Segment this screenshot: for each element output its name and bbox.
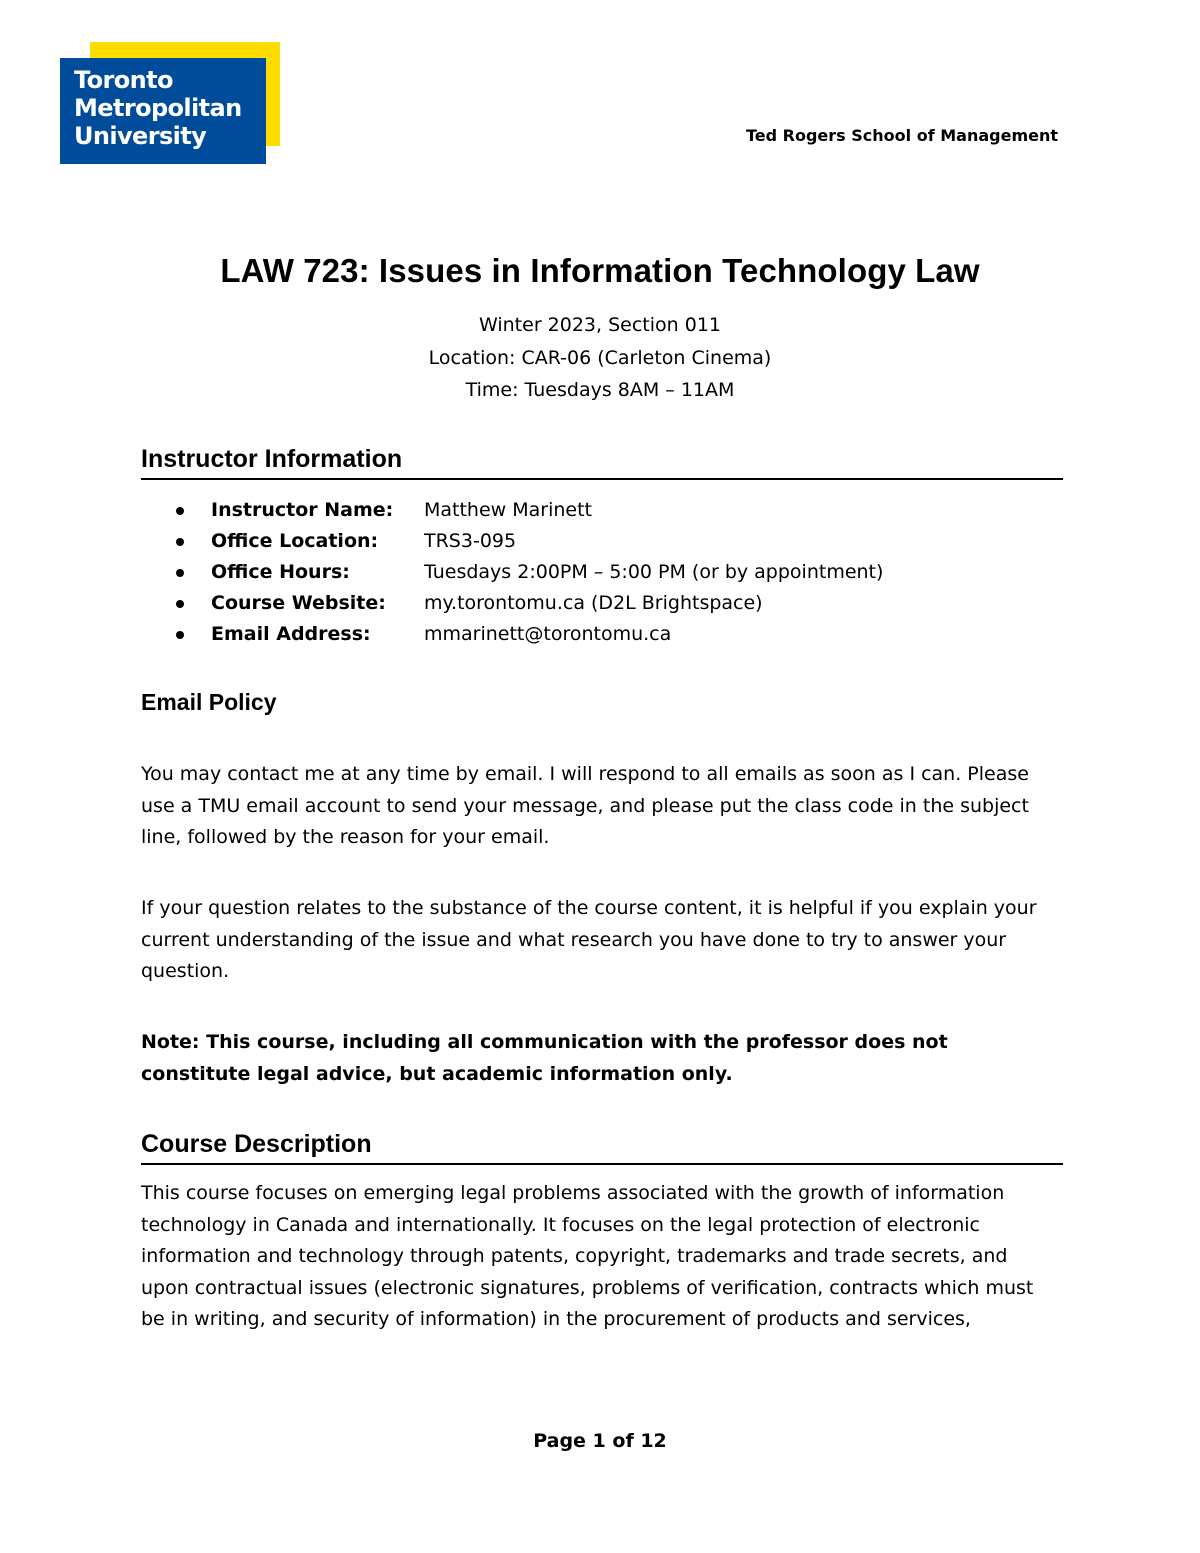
logo-wordmark (74, 66, 242, 150)
instructor-heading: Instructor Information (141, 445, 1063, 480)
info-label: Course Website: (211, 592, 386, 614)
bullet-icon (176, 600, 184, 608)
course-term: Winter 2023, Section 011 (478, 314, 721, 336)
info-label: Email Address: (211, 623, 371, 645)
course-title: LAW 723: Issues in Information Technology Law (220, 252, 980, 289)
info-value: mmarinett@torontomu.ca (424, 623, 672, 645)
bullet-icon (176, 507, 184, 515)
logo-line-1: Toronto (74, 66, 173, 94)
bullet-icon (176, 631, 184, 639)
course-description-text: This course focuses on emerging legal problems associated with the growth of information technology in Canada and internationally. It focuses on the legal protection of electronic information and technology through patents, copyright, trademarks and trade secrets, and upon contractual issues (electronic signatures, problems of verification, contracts which must be in writing, and security of information) in the procurement of products and services, (141, 1182, 1034, 1330)
bullet-icon (176, 538, 184, 546)
course-time: Time: Tuesdays 8AM – 11AM (465, 379, 735, 401)
email-policy-paragraph-2: If your question relates to the substance of the course content, it is helpful if you explain your current understanding of the issue and what research you have done to try to answer your question. (141, 897, 1037, 982)
info-value: Matthew Marinett (424, 499, 593, 521)
info-value: Tuesdays 2:00PM – 5:00 PM (or by appointment) (424, 561, 884, 583)
course-meta (0, 309, 1200, 407)
info-label: Office Hours: (211, 561, 350, 583)
info-value: my.torontomu.ca (D2L Brightspace) (424, 592, 763, 614)
email-policy-paragraph-1: You may contact me at any time by email. I will respond to all emails as soon as I can. Please use a TMU email account to send your message, and please put the class code in the subject line, followed by the reason for your email. (141, 763, 1029, 848)
university-logo (60, 42, 282, 164)
logo-line-2: Metropolitan (74, 94, 242, 122)
school-name: Ted Rogers School of Management (746, 126, 1058, 145)
info-label: Instructor Name: (211, 499, 394, 521)
info-value: TRS3-095 (424, 530, 517, 552)
course-description-heading: Course Description (141, 1130, 1063, 1165)
page-number: Page 1 of 12 (533, 1430, 667, 1452)
course-location: Location: CAR-06 (Carleton Cinema) (428, 346, 772, 369)
bullet-icon (176, 569, 184, 577)
logo-line-3: University (74, 122, 207, 150)
email-policy-heading: Email Policy (141, 689, 277, 715)
info-label: Office Location: (211, 530, 379, 552)
legal-note: Note: This course, including all communication with the professor does not constitute legal advice, but academic information only. (141, 1031, 948, 1085)
